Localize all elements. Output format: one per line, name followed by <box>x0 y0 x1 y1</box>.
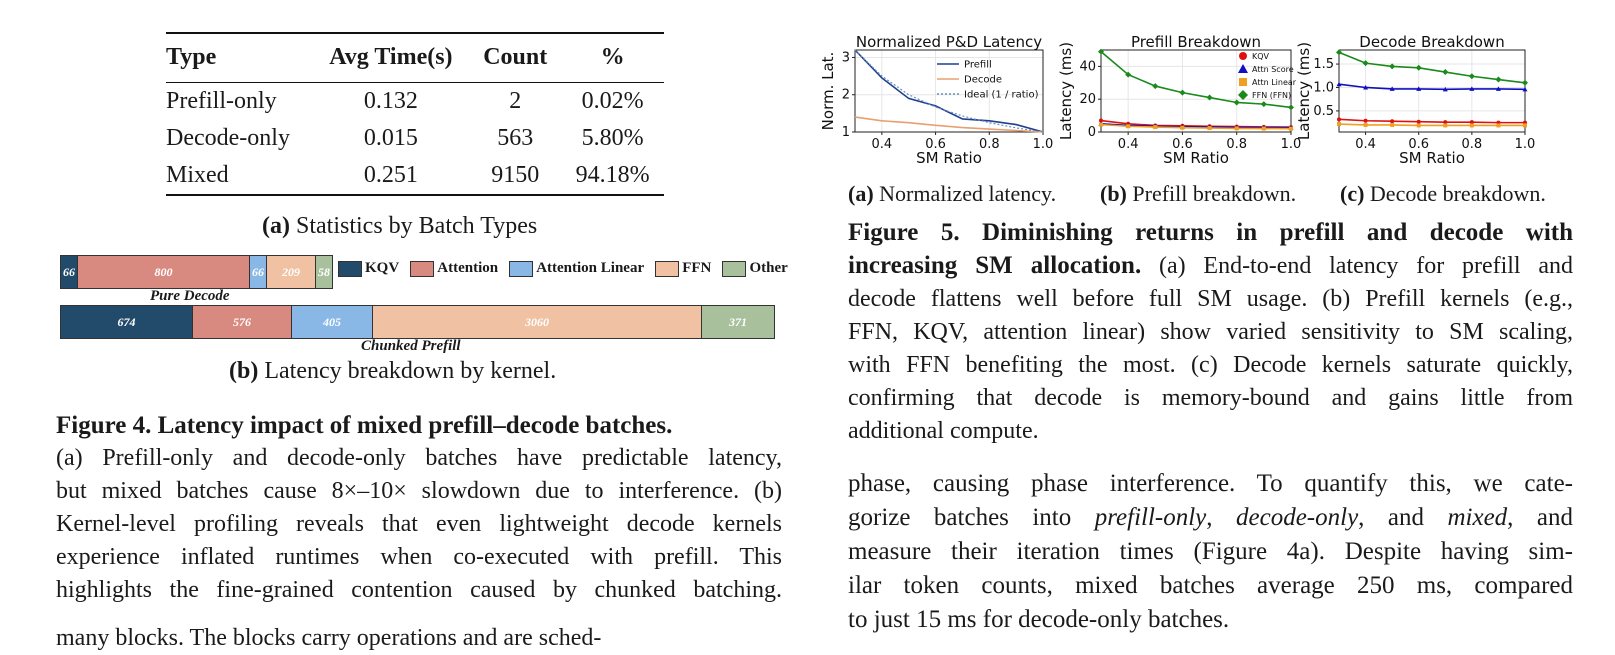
stats-table <box>166 34 664 196</box>
y-tick-label: 40 <box>1079 59 1096 75</box>
table-cell: 563 <box>497 125 534 151</box>
segment-label: 371 <box>729 314 747 329</box>
legend-swatch <box>722 261 746 277</box>
data-point <box>1442 69 1448 75</box>
legend-marker <box>1238 90 1248 100</box>
x-tick-label: 0.4 <box>1117 137 1139 152</box>
segment-label: 66 <box>63 264 75 279</box>
data-point <box>1262 127 1266 131</box>
data-point <box>1180 126 1184 130</box>
chart-c-caption-tag: (c) <box>1340 181 1365 206</box>
table-cell: Mixed <box>166 162 229 188</box>
table-caption-tag: (a) <box>262 213 290 239</box>
segment-label: 58 <box>318 264 330 279</box>
chart-a-caption-tag: (a) <box>848 181 874 206</box>
bar-segment-attention <box>78 256 250 288</box>
segment-label: 576 <box>233 314 251 329</box>
table-cell: 0.132 <box>363 88 418 114</box>
x-axis-label: SM Ratio <box>1399 149 1465 167</box>
legend-label: Prefill <box>964 59 992 71</box>
data-point <box>1496 123 1500 127</box>
legend-marker <box>1239 52 1247 60</box>
kernel-caption-text: Latency breakdown by kernel. <box>264 358 557 384</box>
data-point <box>1417 123 1421 127</box>
x-tick-label: 0.4 <box>871 137 893 152</box>
y-tick-label: 2 <box>841 87 850 103</box>
figure5-line: with FFN benefiting the most. (c) Decode kernels saturate quickly, <box>848 352 1573 378</box>
kernel-legend <box>338 257 794 277</box>
legend-label: Decode <box>964 74 1002 86</box>
legend-marker <box>1238 64 1248 73</box>
body-line: to just 15 ms for decode-only batches. <box>848 606 1230 633</box>
legend-marker <box>1239 78 1247 86</box>
table-caption <box>262 213 537 240</box>
bar-segment-ffn <box>267 256 316 288</box>
chart-b-caption-text: Prefill breakdown. <box>1132 181 1297 206</box>
x-tick-label: 0.8 <box>1226 137 1248 152</box>
legend-item-other <box>722 260 787 276</box>
chart-b-caption-tag: (b) <box>1100 181 1127 206</box>
segment-label: 800 <box>154 264 173 279</box>
figure5-text: (a) End-to-end latency for prefill and <box>1159 253 1574 279</box>
y-axis-label: Latency (ms) <box>1057 41 1075 141</box>
body-text: gorize batches into <box>848 504 1095 531</box>
figure4-line: but mixed batches cause 8×–10× slowdown due to interference. (b) <box>56 478 782 504</box>
data-point <box>1364 123 1368 127</box>
table-cell: 0.02% <box>581 88 644 114</box>
figure4-line: Kernel-level profiling reveals that even lightweight decode kernels <box>56 511 782 537</box>
data-point <box>1179 90 1185 96</box>
x-tick-label: 1.0 <box>1280 137 1302 152</box>
x-tick-label: 1.0 <box>1032 137 1054 152</box>
chart-a-caption <box>848 181 1056 207</box>
figure4-line: experience inflated runtimes when co-executed with prefill. This <box>56 544 782 570</box>
bar-segment-kqv <box>61 256 78 288</box>
y-tick-label: 3 <box>841 50 850 66</box>
kernel-caption <box>229 358 556 385</box>
x-tick-label: 1.0 <box>1514 137 1536 152</box>
figure5-line: decode flattens well before full SM usage. (b) Prefill kernels (e.g., <box>848 286 1573 312</box>
body-line: ilar token counts, mixed batches average 250 ms, compared <box>848 572 1573 599</box>
chart-c-caption-text: Decode breakdown. <box>1369 181 1546 206</box>
chart-a-caption-text: Normalized latency. <box>879 181 1057 206</box>
body-line <box>848 501 1573 535</box>
legend-label: Attention Linear <box>536 260 645 276</box>
data-point <box>1522 80 1528 86</box>
chart-b-caption <box>1100 181 1296 207</box>
table-row <box>166 157 664 195</box>
segment-label: 3060 <box>525 314 549 329</box>
x-tick-label: 0.6 <box>1408 137 1430 152</box>
figure5-title-cont: increasing SM allocation. <box>848 252 1142 279</box>
data-point <box>1443 123 1447 127</box>
data-point <box>1234 99 1240 105</box>
body-emph: mixed <box>1447 504 1508 531</box>
data-point <box>1126 124 1130 128</box>
x-axis-label: SM Ratio <box>916 149 982 167</box>
figure5-line <box>848 249 1573 283</box>
body-text: , <box>1206 504 1237 531</box>
body-line: phase, causing phase interference. To quantify this, we cate- <box>848 470 1573 497</box>
table-cell: 0.015 <box>363 125 418 151</box>
segment-label: 405 <box>323 314 341 329</box>
body-emph: prefill-only <box>1094 504 1207 531</box>
bar-segment-attention <box>193 306 292 338</box>
y-tick-label: 20 <box>1079 92 1096 108</box>
bar-segment-attention-linear <box>250 256 267 288</box>
segment-label: 674 <box>117 314 136 329</box>
legend-label: KQV <box>365 260 400 276</box>
legend-swatch <box>509 261 533 277</box>
data-point <box>1289 127 1293 131</box>
legend-item-attention <box>410 260 498 276</box>
legend-label: Attn Linear <box>1252 78 1297 87</box>
bar-segment-attention-linear <box>292 306 373 338</box>
y-axis-label: Latency (ms) <box>1295 41 1313 141</box>
chart-c-caption <box>1340 181 1546 207</box>
x-tick-label: 0.4 <box>1355 137 1376 152</box>
chart-title: Decode Breakdown <box>1359 33 1505 51</box>
body-line: measure their iteration times (Figure 4a). Despite having sim- <box>848 538 1573 565</box>
col-header-count: Count <box>483 43 548 70</box>
legend-item-attention-linear <box>509 260 644 276</box>
bar-segment-ffn <box>373 306 702 338</box>
col-header-avg-time: Avg Time(s) <box>329 43 453 70</box>
data-point <box>1364 119 1368 123</box>
legend-label: Attn Score <box>1252 65 1294 74</box>
chart-panel-0 <box>819 33 1053 167</box>
segment-label: 66 <box>252 264 264 279</box>
x-axis-label: SM Ratio <box>1163 149 1229 167</box>
data-point <box>1235 126 1239 130</box>
bar-segment-other <box>702 306 775 338</box>
data-point <box>1416 65 1422 71</box>
bar-segment-kqv <box>61 306 193 338</box>
segment-label: 209 <box>282 264 300 279</box>
table-cell: 2 <box>509 88 522 114</box>
data-point <box>1390 123 1394 127</box>
figure4-caption <box>56 409 782 607</box>
pure-decode-bar <box>60 255 333 289</box>
body-text: , and <box>1358 504 1448 531</box>
legend-label: FFN (FFN) <box>1252 91 1292 100</box>
table-cell: Prefill-only <box>166 88 277 114</box>
x-tick-label: 0.8 <box>1461 137 1483 152</box>
figure4-line: (a) Prefill-only and decode-only batches have predictable latency, <box>56 445 782 471</box>
col-header-type: Type <box>166 43 217 70</box>
y-tick-label: 0 <box>1087 125 1096 140</box>
chunked-prefill-bar <box>60 305 775 339</box>
data-point <box>1523 123 1527 127</box>
table-cell: 0.251 <box>363 162 418 188</box>
table-cell: 9150 <box>491 162 540 188</box>
table-row <box>166 120 664 157</box>
figure4-title: Figure 4. Latency impact of mixed prefill–decode batches. <box>56 412 673 439</box>
data-point <box>1495 77 1501 83</box>
chunked-prefill-label: Chunked Prefill <box>361 338 461 354</box>
legend-label: Other <box>749 260 788 276</box>
legend-label: KQV <box>1252 52 1270 61</box>
data-point <box>1363 60 1369 66</box>
cutoff-body-line: many blocks. The blocks carry operations and are sched- <box>56 625 602 651</box>
data-point <box>1470 123 1474 127</box>
x-tick-label: 0.6 <box>1172 137 1193 152</box>
data-point <box>1099 123 1103 127</box>
body-paragraph <box>848 467 1573 637</box>
data-point <box>1288 104 1294 110</box>
legend-label: Ideal (1 / ratio) <box>964 89 1039 101</box>
x-tick-label: 0.8 <box>978 137 1000 152</box>
data-point <box>1261 101 1267 107</box>
data-point <box>1337 122 1341 126</box>
figure5-title: Figure 5. Diminishing returns in prefill and decode with <box>848 219 1573 246</box>
legend-label: FFN <box>682 260 712 276</box>
y-axis-label: Norm. Lat. <box>819 51 837 131</box>
chart-panel-1 <box>1057 33 1301 167</box>
sm-ratio-charts <box>819 30 1585 180</box>
data-point <box>1152 83 1158 89</box>
chart-panel-2 <box>1295 33 1535 167</box>
body-emph: decode-only <box>1236 504 1359 531</box>
table-cell: Decode-only <box>166 125 290 151</box>
legend-swatch <box>410 261 434 277</box>
kernel-caption-tag: (b) <box>229 358 259 384</box>
y-tick-label: 1 <box>841 125 850 140</box>
data-point <box>1337 117 1341 121</box>
legend-swatch <box>655 261 679 277</box>
pure-decode-label: Pure Decode <box>150 288 230 304</box>
body-text: , and <box>1507 504 1573 531</box>
bar-segment-other <box>316 256 333 288</box>
data-point <box>1208 126 1212 130</box>
table-cell: 94.18% <box>575 162 650 188</box>
y-tick-label: 1.0 <box>1313 80 1334 96</box>
data-point <box>1390 119 1394 123</box>
x-tick-label: 0.6 <box>925 137 946 152</box>
col-header-percent: % <box>600 43 625 70</box>
legend-item-ffn <box>655 260 711 276</box>
chart-title: Normalized P&D Latency <box>855 33 1043 51</box>
figure4-line: highlights the fine-grained contention caused by chunked batching. <box>56 577 782 603</box>
legend-swatch <box>338 261 362 277</box>
data-point <box>1417 120 1421 124</box>
chart-title: Prefill Breakdown <box>1130 33 1262 51</box>
figure5-caption <box>848 216 1573 448</box>
table-caption-text: Statistics by Batch Types <box>295 213 538 239</box>
data-point <box>1153 125 1157 129</box>
legend-item-kqv <box>338 260 399 276</box>
table-row <box>166 83 664 121</box>
figure5-line: FFN, KQV, attention linear) show varied sensitivity to SM scaling, <box>848 319 1573 345</box>
legend-label: Attention <box>437 260 499 276</box>
y-tick-label: 1.5 <box>1313 57 1334 73</box>
y-tick-label: 0.5 <box>1313 103 1334 119</box>
table-cell: 5.80% <box>581 125 644 151</box>
figure5-line: confirming that decode is memory-bound and gains little from <box>848 385 1573 411</box>
data-point <box>1469 73 1475 79</box>
stats-table-wrapper <box>166 32 664 196</box>
figure5-line: additional compute. <box>848 418 1039 444</box>
